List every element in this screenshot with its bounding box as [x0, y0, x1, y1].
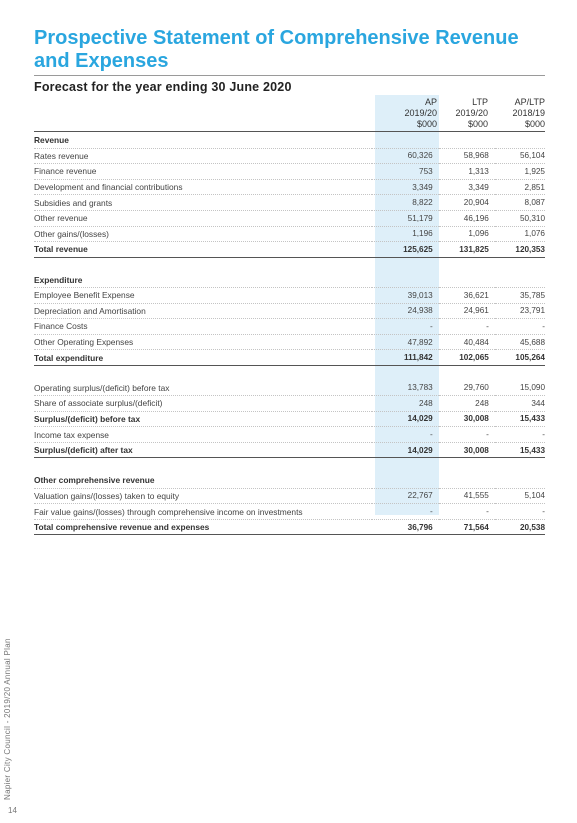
ap-2019-20-value: 22,767	[372, 488, 439, 504]
ltp-2019-20-value: 71,564	[439, 519, 495, 535]
ap-2019-20-value: -	[372, 504, 439, 520]
ap-2019-20-value	[372, 365, 439, 380]
row-label: Development and financial contributions	[34, 179, 372, 195]
ap-2019-20-value	[372, 458, 439, 473]
ap-2019-20-value: 8,822	[372, 195, 439, 211]
ltp-2019-20-value: 30,008	[439, 442, 495, 458]
table-row	[34, 303, 545, 319]
ap-ltp-2018-19-value: 45,688	[495, 334, 545, 350]
ltp-2019-20-value: 40,484	[439, 334, 495, 350]
ltp-2019-20-value: 46,196	[439, 210, 495, 226]
ltp-2019-20-value	[439, 458, 495, 473]
ap-ltp-2018-19-value: 15,433	[495, 411, 545, 427]
row-label: Other comprehensive revenue	[34, 473, 372, 488]
ltp-2019-20-value: 29,760	[439, 381, 495, 396]
total-row	[34, 350, 545, 366]
ltp-2019-20-value: 58,968	[439, 148, 495, 164]
row-label: Fair value gains/(losses) through comprehensive income on investments	[34, 504, 372, 520]
table-row	[34, 381, 545, 396]
total-row	[34, 442, 545, 458]
row-label: Subsidies and grants	[34, 195, 372, 211]
table-row	[34, 334, 545, 350]
section-row	[34, 272, 545, 287]
row-label: Share of associate surplus/(deficit)	[34, 396, 372, 412]
table-row	[34, 396, 545, 412]
ap-ltp-2018-19-value	[495, 257, 545, 272]
ltp-2019-20-value: 1,313	[439, 164, 495, 180]
row-label: Revenue	[34, 133, 372, 148]
ltp-2019-20-value: 36,621	[439, 287, 495, 303]
row-label: Total revenue	[34, 242, 372, 258]
ap-2019-20-value: -	[372, 319, 439, 335]
row-label: Finance Costs	[34, 319, 372, 335]
ap-ltp-2018-19-value: 15,090	[495, 381, 545, 396]
ap-2019-20-value: 13,783	[372, 381, 439, 396]
ap-2019-20-value: 60,326	[372, 148, 439, 164]
total-row	[34, 519, 545, 535]
row-label: Expenditure	[34, 272, 372, 287]
ap-ltp-2018-19-value	[495, 365, 545, 380]
ap-ltp-2018-19-value	[495, 473, 545, 488]
ltp-2019-20-value	[439, 365, 495, 380]
ap-2019-20-value: 24,938	[372, 303, 439, 319]
ap-2019-20-value: 248	[372, 396, 439, 412]
ap-ltp-2018-19-value: -	[495, 427, 545, 443]
column-header-line: $000	[524, 119, 545, 129]
row-label: Depreciation and Amortisation	[34, 303, 372, 319]
ltp-2019-20-value: -	[439, 504, 495, 520]
row-label: Other revenue	[34, 210, 372, 226]
ap-ltp-2018-19-value: 2,851	[495, 179, 545, 195]
table-row	[34, 179, 545, 195]
row-label: Employee Benefit Expense	[34, 287, 372, 303]
table-row	[34, 504, 545, 520]
table-row	[34, 287, 545, 303]
table-row	[34, 488, 545, 504]
row-label	[34, 257, 372, 272]
document-footer-title: Napier City Council - 2019/20 Annual Plan	[3, 638, 12, 800]
row-label: Total expenditure	[34, 350, 372, 366]
column-header-line: AP/LTP	[514, 97, 545, 107]
ap-2019-20-value	[372, 272, 439, 287]
section-row	[34, 411, 545, 427]
row-label: Finance revenue	[34, 164, 372, 180]
table-row	[34, 210, 545, 226]
ap-2019-20-value: 14,029	[372, 442, 439, 458]
row-label: Total comprehensive revenue and expenses	[34, 519, 372, 535]
ap-ltp-2018-19-value: 8,087	[495, 195, 545, 211]
column-header-line: 2019/20	[404, 108, 437, 118]
column-header-line: LTP	[472, 97, 488, 107]
ap-ltp-2018-19-value	[495, 133, 545, 148]
spacer-row	[34, 458, 545, 473]
ap-ltp-2018-19-value: 20,538	[495, 519, 545, 535]
ap-2019-20-value: 14,029	[372, 411, 439, 427]
column-header-line: $000	[416, 119, 437, 129]
row-label: Operating surplus/(deficit) before tax	[34, 381, 372, 396]
row-label: Other gains/(losses)	[34, 226, 372, 242]
ap-2019-20-value: 51,179	[372, 210, 439, 226]
ap-2019-20-value: 36,796	[372, 519, 439, 535]
ap-2019-20-value	[372, 473, 439, 488]
ltp-2019-20-value: 24,961	[439, 303, 495, 319]
row-label	[34, 365, 372, 380]
ap-ltp-2018-19-value: 15,433	[495, 442, 545, 458]
ap-ltp-2018-19-value: 56,104	[495, 148, 545, 164]
ap-ltp-2018-19-value	[495, 458, 545, 473]
ap-2019-20-value	[372, 133, 439, 148]
ap-2019-20-value: 753	[372, 164, 439, 180]
ap-ltp-2018-19-value: -	[495, 504, 545, 520]
ap-ltp-2018-19-value: -	[495, 319, 545, 335]
ap-2019-20-value: 3,349	[372, 179, 439, 195]
row-label: Surplus/(deficit) before tax	[34, 411, 372, 427]
table-row	[34, 427, 545, 443]
column-header-line: 2019/20	[455, 108, 488, 118]
ap-ltp-2018-19-value: 23,791	[495, 303, 545, 319]
ltp-2019-20-value: 41,555	[439, 488, 495, 504]
header-divider	[34, 131, 545, 132]
column-header-line: 2018/19	[512, 108, 545, 118]
statement-subtitle: Forecast for the year ending 30 June 2020	[34, 80, 292, 94]
column-header-ltp	[426, 97, 488, 130]
ap-2019-20-value: 39,013	[372, 287, 439, 303]
title-divider	[34, 75, 545, 76]
ap-ltp-2018-19-value: 1,076	[495, 226, 545, 242]
row-label: Other Operating Expenses	[34, 334, 372, 350]
ltp-2019-20-value: -	[439, 319, 495, 335]
column-header-ap-ltp	[483, 97, 545, 130]
table-row	[34, 226, 545, 242]
ap-ltp-2018-19-value: 50,310	[495, 210, 545, 226]
ltp-2019-20-value: 1,096	[439, 226, 495, 242]
ltp-2019-20-value: -	[439, 427, 495, 443]
ap-ltp-2018-19-value: 35,785	[495, 287, 545, 303]
ltp-2019-20-value: 248	[439, 396, 495, 412]
ap-2019-20-value: 111,842	[372, 350, 439, 366]
ap-2019-20-value	[372, 257, 439, 272]
ltp-2019-20-value: 30,008	[439, 411, 495, 427]
table-row	[34, 319, 545, 335]
ap-2019-20-value: 125,625	[372, 242, 439, 258]
ltp-2019-20-value	[439, 272, 495, 287]
financial-statement-table	[34, 133, 545, 535]
row-label: Surplus/(deficit) after tax	[34, 442, 372, 458]
ap-ltp-2018-19-value: 5,104	[495, 488, 545, 504]
page-title: Prospective Statement of Comprehensive Revenue and Expenses	[34, 27, 519, 72]
section-row	[34, 473, 545, 488]
column-header-line: $000	[467, 119, 488, 129]
ltp-2019-20-value	[439, 473, 495, 488]
table-row	[34, 148, 545, 164]
ltp-2019-20-value: 131,825	[439, 242, 495, 258]
ltp-2019-20-value	[439, 257, 495, 272]
ap-2019-20-value: 1,196	[372, 226, 439, 242]
row-label	[34, 458, 372, 473]
ap-ltp-2018-19-value	[495, 272, 545, 287]
ap-ltp-2018-19-value: 344	[495, 396, 545, 412]
table-row	[34, 195, 545, 211]
total-row	[34, 242, 545, 258]
spacer-row	[34, 257, 545, 272]
ltp-2019-20-value: 3,349	[439, 179, 495, 195]
ap-2019-20-value: -	[372, 427, 439, 443]
ltp-2019-20-value: 102,065	[439, 350, 495, 366]
ltp-2019-20-value	[439, 133, 495, 148]
ap-ltp-2018-19-value: 1,925	[495, 164, 545, 180]
ap-ltp-2018-19-value: 120,353	[495, 242, 545, 258]
ap-2019-20-value: 47,892	[372, 334, 439, 350]
column-header-line: AP	[424, 97, 437, 107]
row-label: Income tax expense	[34, 427, 372, 443]
ltp-2019-20-value: 20,904	[439, 195, 495, 211]
table-row	[34, 164, 545, 180]
spacer-row	[34, 365, 545, 380]
section-row	[34, 133, 545, 148]
ap-ltp-2018-19-value: 105,264	[495, 350, 545, 366]
page-number: 14	[8, 806, 17, 815]
row-label: Valuation gains/(losses) taken to equity	[34, 488, 372, 504]
row-label: Rates revenue	[34, 148, 372, 164]
